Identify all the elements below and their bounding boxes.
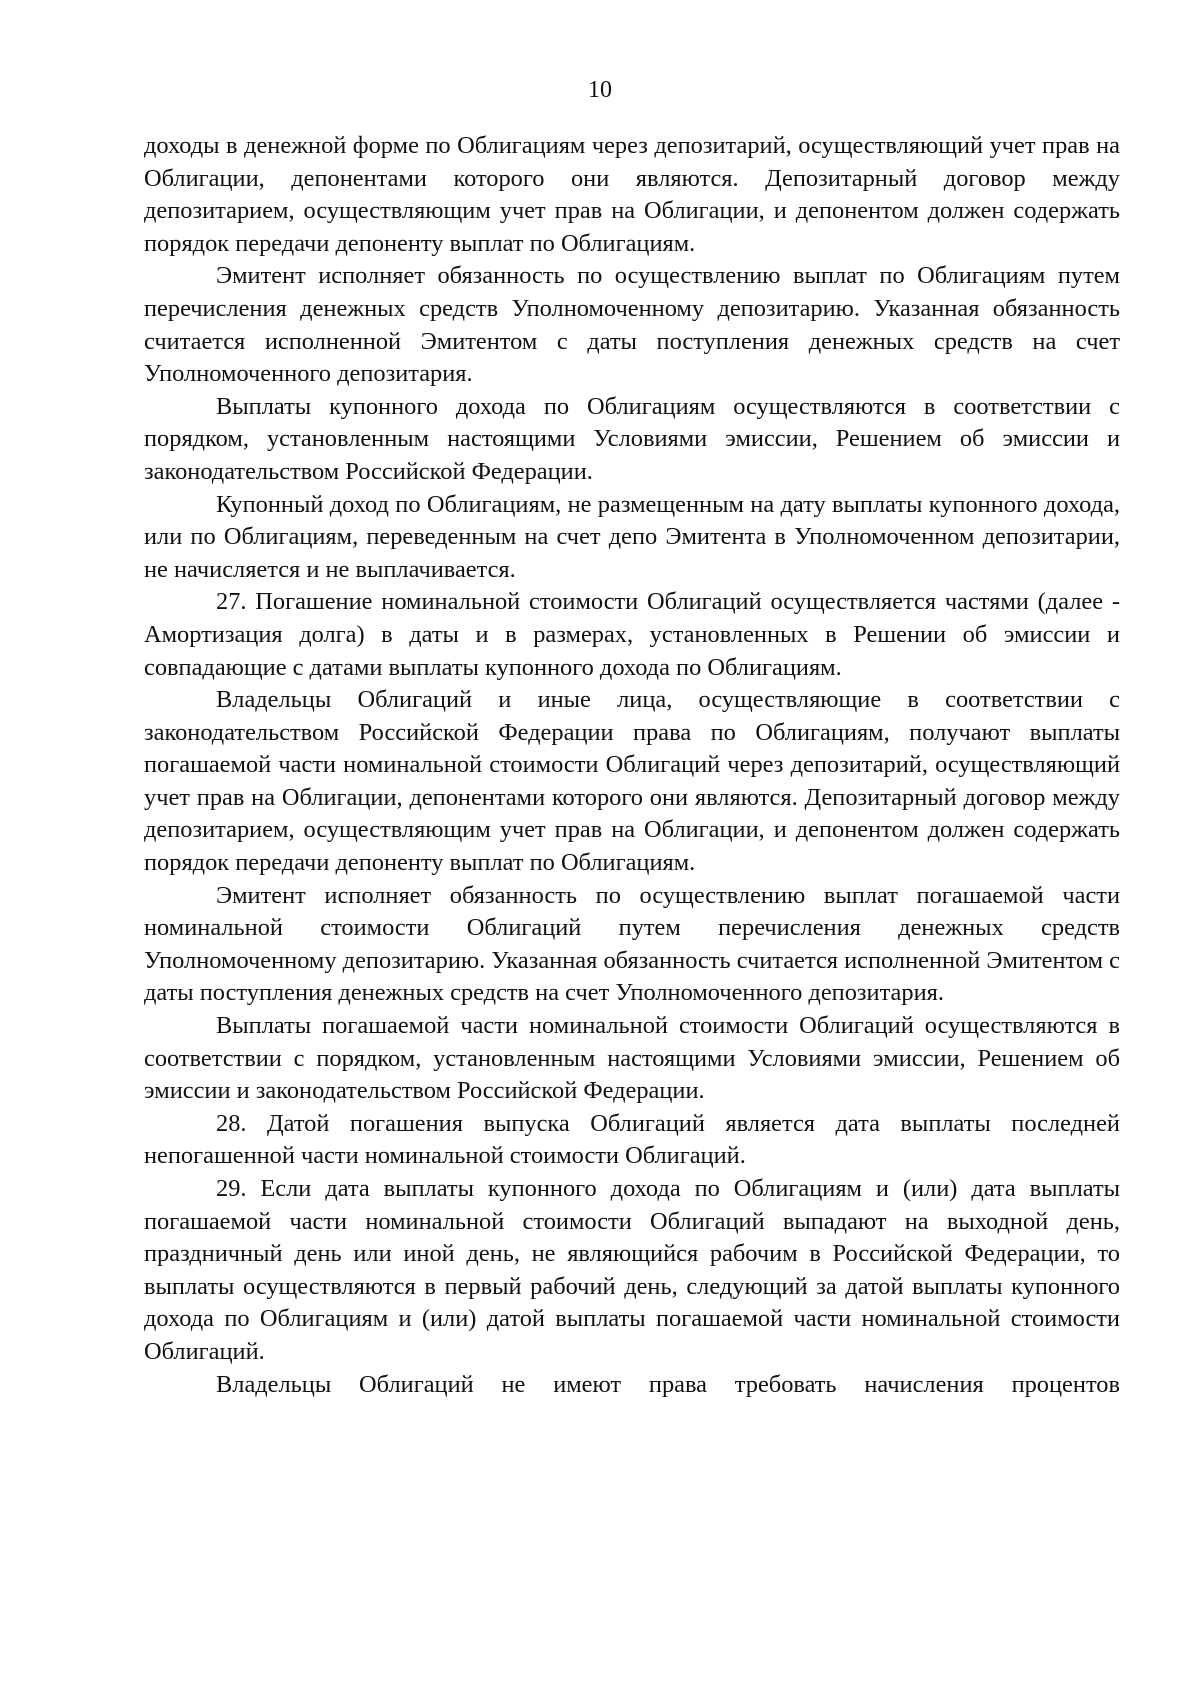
paragraph-29-non-business-day: 29. Если дата выплаты купонного дохода по Облигациям и (или) дата выплаты погашаемой части номинальной стоимости Облигаций выпадают на выходной день, праздничный день или иной день, не являющийся рабочим в Российской Федерации, то выплаты осуществляются в первый рабочий день, следующий за датой выплаты купонного дохода по Облигациям и (или) датой выплаты погашаемой части номинальной стоимости Облигаций. [144, 1175, 1120, 1365]
page-number: 10 [588, 77, 612, 103]
paragraph-28-redemption-date: 28. Датой погашения выпуска Облигаций является дата выплаты последней непогашенной части номинальной стоимости Облигаций. [144, 1109, 1120, 1170]
paragraph-27-amortization: 27. Погашение номинальной стоимости Облигаций осуществляется частями (далее - Амортизация долга) в даты и в размерах, установленных в Решении об эмиссии и совпадающие с датами выплаты купонного дохода по Облигациям. [144, 588, 1120, 681]
paragraph-coupon-not-accrued: Купонный доход по Облигациям, не размещенным на дату выплаты купонного дохода, или по Облигациям, переведенным на счет депо Эмитента в Уполномоченном депозитарии, не начисляется и не выплачивается. [144, 490, 1120, 583]
paragraph-holders-receive-payments: Владельцы Облигаций и иные лица, осуществляющие в соответствии с законодательством Российской Федерации права по Облигациям, получают выплаты погашаемой части номинальной стоимости Облигаций через депозитарий, осуществляющий учет прав на Облигации, депонентами которого они являются. Депозитарный договор между депозитарием, осуществляющим учет прав на Облигации, и депонентом должен содержать порядок передачи депоненту выплат по Облигациям. [144, 686, 1120, 877]
paragraph-issuer-obligation: Эмитент исполняет обязанность по осуществлению выплат по Облигациям путем перечисления денежных средств Уполномоченному депозитарию. Указанная обязанность считается исполненной Эмитентом с даты поступления денежных средств на счет Уполномоченного депозитария. [144, 262, 1120, 388]
paragraph-continuation: доходы в денежной форме по Облигациям через депозитарий, осуществляющий учет прав на Облигации, депонентами которого они являются. Депозитарный договор между депозитарием, осуществляющим учет прав на Облигации, и депонентом должен содержать порядок передачи депоненту выплат по Облигациям. [144, 132, 1120, 257]
paragraph-redemption-payments: Выплаты погашаемой части номинальной стоимости Облигаций осуществляются в соответствии с порядком, установленным настоящими Условиями эмиссии, Решением об эмиссии и законодательством Российской Федерации. [144, 1012, 1120, 1105]
document-body [144, 130, 1120, 1401]
paragraph-holders-no-interest: Владельцы Облигаций не имеют права требовать начисления процентов [216, 1370, 1120, 1398]
paragraph-issuer-redemption-obligation: Эмитент исполняет обязанность по осуществлению выплат погашаемой части номинальной стоимости Облигаций путем перечисления денежных средств Уполномоченному депозитарию. Указанная обязанность считается исполненной Эмитентом с даты поступления денежных средств на счет Уполномоченного депозитария. [144, 881, 1120, 1007]
paragraph-coupon-payments: Выплаты купонного дохода по Облигациям осуществляются в соответствии с порядком, установленным настоящими Условиями эмиссии, Решением об эмиссии и законодательством Российской Федерации. [144, 392, 1120, 485]
